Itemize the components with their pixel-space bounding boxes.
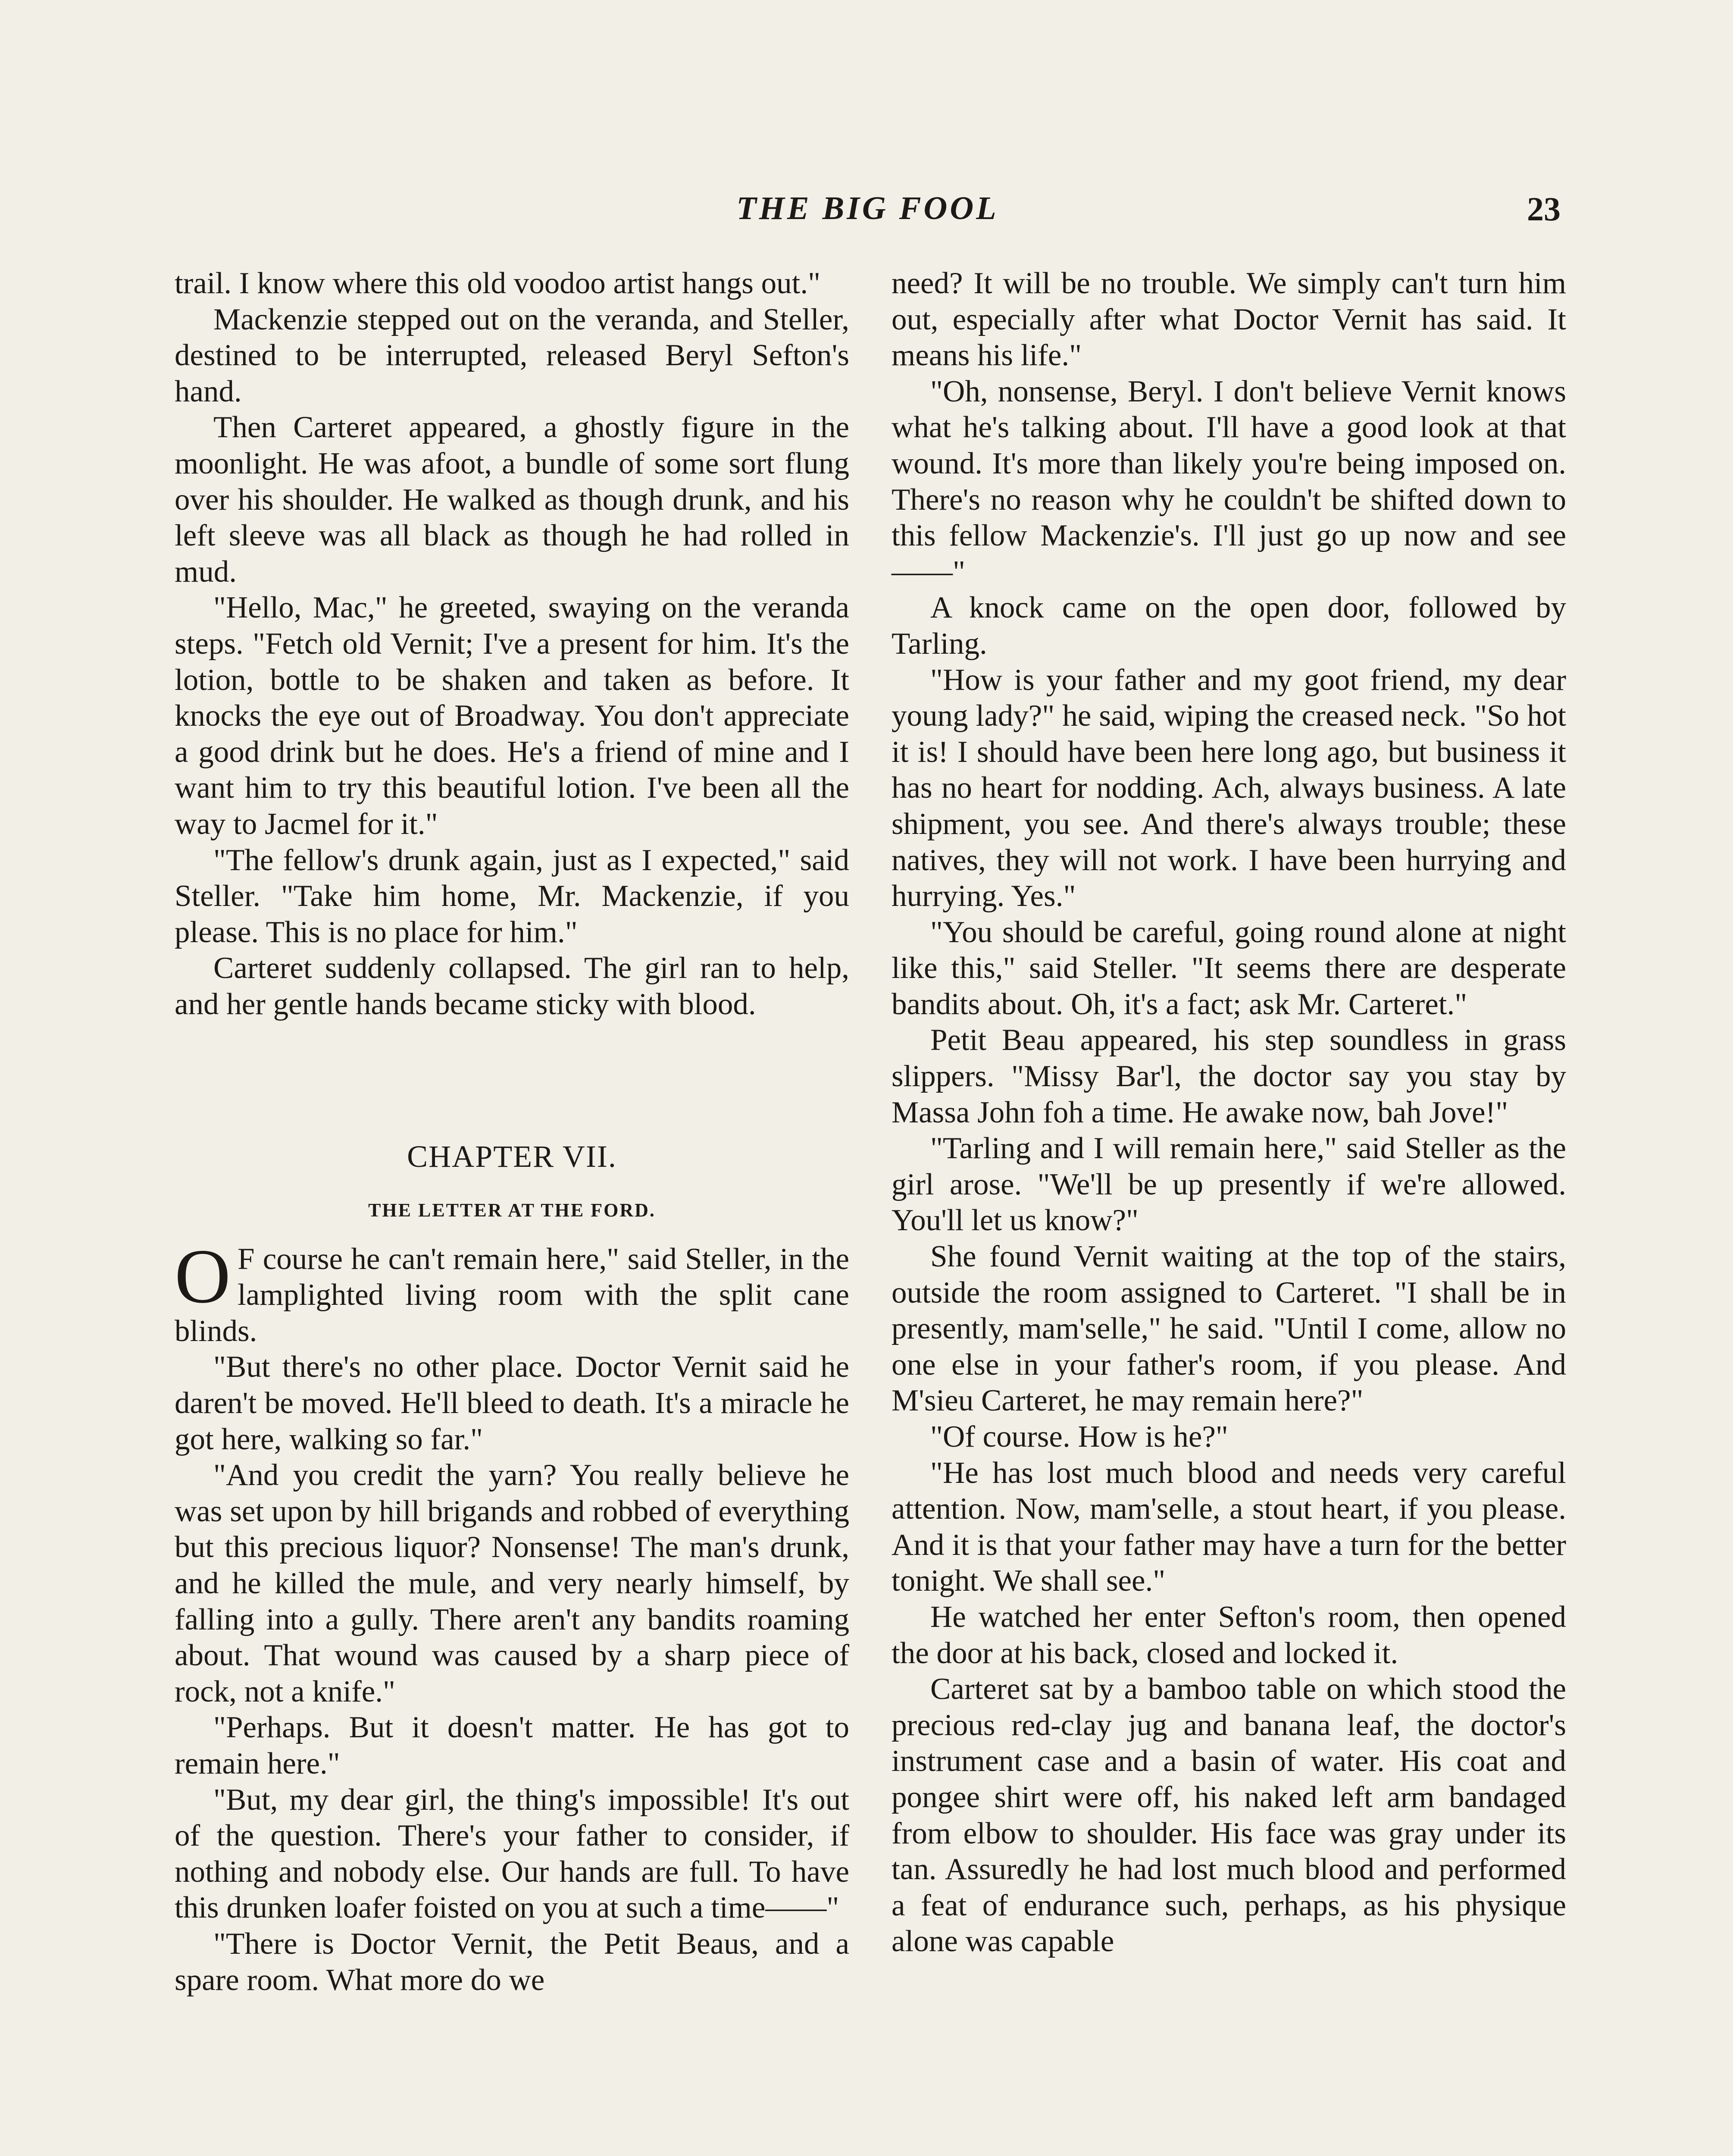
paragraph: Petit Beau appeared, his step soundless in grass slippers. "Missy Bar'l, the doctor say you stay by Massa John foh a time. He awake now, bah Jove!" xyxy=(892,1023,1566,1129)
paragraph: "Oh, nonsense, Beryl. I don't believe Vernit knows what he's talking about. I'll have a good look at that wound. It's more than likely you're being imposed on. There's no reason why he couldn't be shifted down to this fellow Mackenzie's. I'll just go up now and see——" xyxy=(892,374,1566,589)
paragraph: "How is your father and my goot friend, my dear young lady?" he said, wiping the creased neck. "So hot it is! I should have been here long ago, but business it has no heart for nodding. Ach, always business. A late shipment, you see. And there's always trouble; these natives, they will not work. I have been hurrying and hurrying. Yes." xyxy=(892,663,1566,913)
paragraph: "Hello, Mac," he greeted, swaying on the veranda steps. "Fetch old Vernit; I've a present for him. It's the lotion, bottle to be shaken and taken as before. It knocks the eye out of Broadway. You don't appreciate a good drink but he does. He's a friend of mine and I want him to try this beautiful lotion. I've been all the way to Jacmel for it." xyxy=(175,591,849,841)
left-text-column xyxy=(175,266,849,1998)
paragraph: "He has lost much blood and needs very careful attention. Now, mam'selle, a stout heart, if you please. And it is that your father may have a turn for the better tonight. We shall see." xyxy=(892,1456,1566,1598)
paragraph: "Of course. How is he?" xyxy=(930,1420,1228,1454)
paragraph: need? It will be no trouble. We simply can't turn him out, especially after what Doctor Vernit has said. It means his life." xyxy=(892,266,1566,373)
paragraph: Then Carteret appeared, a ghostly figure in the moonlight. He was afoot, a bundle of some sort flung over his shoulder. He walked as though drunk, and his left sleeve was all black as though he had rolled in mud. xyxy=(175,411,849,589)
paragraph: "Tarling and I will remain here," said Steller as the girl arose. "We'll be up presently if we're allowed. You'll let us know?" xyxy=(892,1131,1566,1238)
running-head xyxy=(175,190,1561,237)
paragraph: trail. I know where this old voodoo artist hangs out." xyxy=(175,266,821,300)
chapter-title: CHAPTER VII. xyxy=(407,1139,617,1174)
paragraph: He watched her enter Sefton's room, then opened the door at his back, closed and locked it. xyxy=(892,1600,1566,1670)
paragraph: "And you credit the yarn? You really believe he was set upon by hill brigands and robbed of everything but this precious liquor? Nonsense! The man's drunk, and he killed the mule, and very nearly himself, by falling into a gully. There aren't any bandits roaming about. That wound was caused by a sharp piece of rock, not a knife." xyxy=(175,1458,849,1708)
paragraph: Carteret sat by a bamboo table on which stood the precious red-clay jug and banana leaf, the doctor's instrument case and a basin of water. His coat and pongee shirt were off, his naked left arm bandaged from elbow to shoulder. His face was gray under its tan. Assuredly he had lost much blood and performed a feat of endurance such, perhaps, as his physique alone was capable xyxy=(892,1672,1566,1959)
chapter-subtitle: THE LETTER AT THE FORD. xyxy=(368,1200,656,1221)
chapter-opening-paragraph xyxy=(175,1233,849,1350)
paragraph: "But, my dear girl, the thing's impossible! It's out of the question. There's your father to consider, if nothing and nobody else. Our hands are full. To have this drunken loafer foisted on you at such a time——" xyxy=(175,1783,849,1925)
paragraph: Carteret suddenly collapsed. The girl ran to help, and her gentle hands became sticky with blood. xyxy=(175,951,849,1021)
paragraph: "There is Doctor Vernit, the Petit Beaus, and a spare room. What more do we xyxy=(175,1927,849,1997)
opening-text: F course he can't remain here," said Steller, in the lamplighted living room with the split cane blinds. xyxy=(175,1242,849,1348)
paragraph: "The fellow's drunk again, just as I expected," said Steller. "Take him home, Mr. Mackenzie, if you please. This is no place for him." xyxy=(175,843,849,949)
paragraph: "You should be careful, going round alone at night like this," said Steller. "It seems there are desperate bandits about. Oh, it's a fact; ask Mr. Carteret." xyxy=(892,915,1566,1021)
paragraph: "Perhaps. But it doesn't matter. He has got to remain here." xyxy=(175,1711,849,1780)
paragraph: "But there's no other place. Doctor Vernit said he daren't be moved. He'll bleed to death. It's a miracle he got here, walking so far." xyxy=(175,1350,849,1456)
paragraph: She found Vernit waiting at the top of the stairs, outside the room assigned to Carteret. "I shall be in presently, mam'selle," he said. "Until I come, allow no one else in your father's room, if you please. And M'sieu Carteret, he may remain here?" xyxy=(892,1240,1566,1418)
page-number: 23 xyxy=(1527,190,1561,228)
running-title: THE BIG FOOL xyxy=(736,190,999,226)
drop-cap: O xyxy=(175,1233,231,1319)
paragraph: A knock came on the open door, followed by Tarling. xyxy=(892,591,1566,661)
paragraph: Mackenzie stepped out on the veranda, and Steller, destined to be interrupted, released Beryl Sefton's hand. xyxy=(175,302,849,408)
right-text-column xyxy=(892,266,1566,1960)
